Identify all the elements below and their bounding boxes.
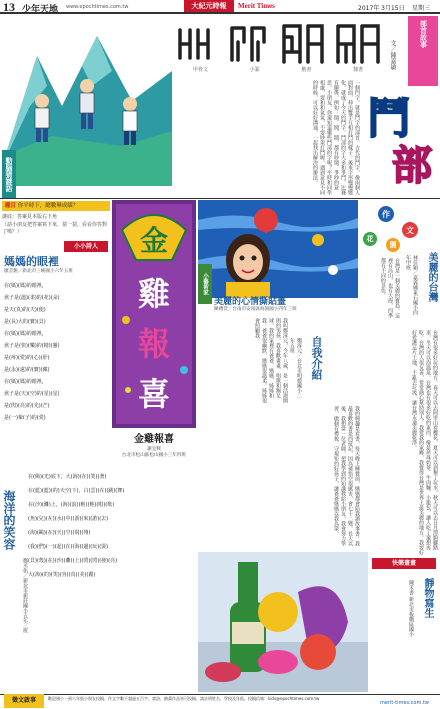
essay1-title: 美麗的台灣 xyxy=(426,252,437,302)
poem2-line: 大(海)(的)(笑)(容)(真)(美)(麗) xyxy=(28,572,96,578)
poem1-line: 是(疼)(愛)的(心)(肝) xyxy=(4,355,50,361)
column-author: 文／陳嘉敏 xyxy=(389,40,396,70)
paper-logo: 大紀元時報 xyxy=(184,0,234,12)
feature-sidebar-label: 部首故事 xyxy=(419,20,428,48)
bubble-hua: 花 xyxy=(363,232,377,246)
svg-text:雞: 雞 xyxy=(137,275,171,313)
poem2-title: 海洋的笑容 xyxy=(2,490,16,550)
svg-text:金: 金 xyxy=(139,224,169,257)
footer-divider xyxy=(0,694,440,695)
section-title: 少年天地 xyxy=(22,5,59,15)
poem2-line: (海)(鷗)(在)(天)(空)(飛)(翔) xyxy=(28,530,91,536)
artwork1-school: 台北市松山區松山國小三年四班 xyxy=(121,453,187,458)
artwork3-school: 新北市板橋區國小 xyxy=(408,596,414,637)
collage-girl-painting xyxy=(198,200,358,298)
artwork2-author: 陳禮萱／台南市安南區海佃國小四年三班 xyxy=(214,307,297,312)
page-number: 13 xyxy=(3,0,15,14)
bubble-yuan: 園 xyxy=(386,238,400,252)
artwork3-tag: 快樂畫畫 xyxy=(372,558,436,569)
essay1-author-name: 林佳穎 xyxy=(412,255,418,270)
poem1-line: 在(媽)(媽)的眼裡， xyxy=(4,379,47,385)
essay1-body-more: 台灣有很多好玩的地方。春天可以去阿里山看櫻花，夏天可以到墾丁玩水，秋天可以去日月潭騎腳踏車，冬天可以泡溫泉。台灣也有很多好吃的東西，像是珍珠奶茶、牛肉麵、小籠包，讓人吃了還想再吃。台灣的人很友善，常常熱心幫助別人。我愛我的家鄉，我覺得台灣是世界上最美麗的地方。我要好好愛護這片土地，不亂丟垃圾，讓台灣永遠美麗乾淨。 xyxy=(411,330,438,555)
poem2-line: (我)(們)(一)(起)(在)(海)(邊)(玩)(耍) xyxy=(28,544,109,550)
footer-label: 徵文啟事 xyxy=(4,694,44,708)
essay2-author-name: 鄭淳元 xyxy=(296,338,302,353)
golden-rooster-painting xyxy=(112,200,196,428)
artwork3-title: 靜物寫生 xyxy=(422,578,433,618)
artwork3-author xyxy=(394,580,414,650)
hero-divider xyxy=(0,198,440,199)
artwork-collage xyxy=(198,200,358,298)
artwork1-title: 金雞報喜 xyxy=(134,434,174,445)
artwork2-title: 美麗的心情撕貼畫 xyxy=(214,297,287,307)
quiz-label: 題目 xyxy=(5,203,17,209)
poem-tag: 小小詩人 xyxy=(64,241,108,252)
essay2-title: 自我介紹 xyxy=(310,336,323,380)
poem1-line: 在(媽)(媽)的眼裡， xyxy=(4,331,47,337)
footer-url[interactable]: merit-times.com.tw xyxy=(380,700,429,706)
poem1-title: 媽媽的眼裡 xyxy=(4,255,59,268)
essay2-body-more: 我的興趣是看書，每天晚上睡覺前，媽媽都會陪我讀故事書。我最喜歡的書是西遊記，因為孫悟空很厲害，會七十二變。長大以後，我想當一位老師，把我學到的知識教給小朋友。我會努力學習，做個有禮貌、守規矩的好孩子，讓爸爸媽媽以我為榮。 xyxy=(333,406,360,546)
glyph-row xyxy=(172,22,384,77)
poem2-line: (貝)(殼)(在)(沙)(灘)(上)(閃)(閃)(發)(亮) xyxy=(28,558,118,564)
essay1-author: 林佳穎／嘉義縣東石國小四年甲班 xyxy=(405,255,418,315)
essay2-author-school: 台北市明德國小二年五班 xyxy=(289,338,302,398)
script-label-seal: 小篆 xyxy=(249,67,260,73)
poem1-line: 是(閃)(亮)的(光)(芒) xyxy=(4,403,50,409)
still-life-painting xyxy=(198,552,368,692)
poem1-author: 廖芸甄／新北市三峽國小六年五班 xyxy=(4,269,73,274)
essay2-author: 鄭淳元／台北市明德國小二年五班 xyxy=(289,338,302,398)
riddle-side-label: 動腦猜謎語 xyxy=(2,150,16,198)
feature-sidebar xyxy=(408,16,438,86)
big-radical-title xyxy=(362,86,440,196)
essay2-body: 我叫鄭淳元，今年八歲，是一個活潑開朗的男孩。我喜歡畫畫、唱歌和踢足球。我的家裡有爸爸、媽媽、姊姊和我。爸爸很幽默，媽媽很溫柔，姊姊很會照顧我。 xyxy=(254,318,288,403)
poem1-line: 是(長)大的(寶)(貝) xyxy=(4,319,46,325)
poem1-line: 在(媽)(媽)的眼裡， xyxy=(4,283,47,289)
poem1-line: 孩子是(天)(空)的(星)(星) xyxy=(4,391,60,397)
artwork2-tag: 小藝術家 xyxy=(198,264,212,304)
essay1-author-school: 嘉義縣東石國小四年甲班 xyxy=(405,255,418,315)
svg-text:喜: 喜 xyxy=(137,375,171,413)
masthead xyxy=(0,0,440,14)
masthead-date: 2017年 3月15日 xyxy=(358,5,405,12)
paper-en: Merit Times xyxy=(238,2,275,10)
quiz-note: （請小朋友把答案寫下來，猜一猜，看看你答對了嗎？） xyxy=(2,222,108,235)
masthead-weekday: 星期三 xyxy=(412,5,431,12)
quiz-banner xyxy=(2,201,110,211)
svg-text:報: 報 xyxy=(137,325,171,363)
hero-body-text: 一個門字，就是鬥字的部首。古代的鬥字，像兩個人面對面，伸出雙手互相打鬥的樣子。後來字形慢慢變化，就成了今天的鬥字。鬥部的字大多和爭鬥、比賽有關係。例如：鬧、鬨、鬩，都有吵鬧、爭吵的意思。小朋友，你還知道哪些鬥部的字呢？平時和同學相處，要和和氣氣，不要吵架打鬥喔。遇到意見不同的時候，可以好好溝通，一起找出解決的辦法。 xyxy=(312,80,360,195)
essay1-body: 台灣是一個美麗的寶島。這裡有高山，也有大海，四季都有不同的景色。 xyxy=(380,258,400,318)
poem2-line: 在(藍)(藍)(的)天空(下)，白(雲)(在)(跳)(舞) xyxy=(28,488,125,494)
big-title-char-1: 鬥 xyxy=(368,94,411,143)
poem1-line: 是天(真)的(天)(使) xyxy=(4,307,46,313)
artwork3-artist: 陳禾書 xyxy=(408,580,414,595)
poem1-line: 是(永)(遠)的(寶)(藏) xyxy=(4,367,50,373)
script-label-regular: 楷書 xyxy=(301,67,312,73)
big-title-char-2: 部 xyxy=(392,143,432,189)
script-label-clerical: 隸書 xyxy=(353,67,364,73)
poem2-line: 在(陽)(光)底下，大(海)(在)(笑)(著) xyxy=(28,474,107,480)
artwork-golden-rooster xyxy=(112,200,196,448)
poem1-body xyxy=(4,280,110,424)
footer-text: 歡迎國小一到六年級小朋友投稿。作文字數不超過五百字。童詩、繪畫作品皆可投稿，請註明姓名、學校及年級。投稿信箱：kids@epochtimes.com.tw xyxy=(48,696,320,701)
artwork1-artist: 謝宜興 xyxy=(147,447,161,452)
bubble-wen: 文 xyxy=(402,222,418,238)
artwork1-credit xyxy=(112,446,196,458)
poem2-line: (魚)(兒)(在)(水)(中)(游)(來)(游)(去) xyxy=(28,516,109,522)
quiz-answer: 謎底：答案見本版右下角 xyxy=(2,214,58,220)
poem1-line: 孩子是(溫)(柔)的(花)(朵) xyxy=(4,295,60,301)
character-evolution-glyphs xyxy=(172,22,384,67)
poem1-line: 是(一)輩(子)的(愛) xyxy=(4,415,46,421)
masthead-url[interactable]: www.epochtimes.com.tw xyxy=(66,4,129,10)
mountain-runners-illustration xyxy=(2,16,172,186)
poem1-line: 孩子是(快)(樂)的(精)(靈) xyxy=(4,343,60,349)
poem2-body xyxy=(28,470,198,582)
poem2-author: 鄭丞佑／新北市新莊國小五年三班 xyxy=(22,558,28,633)
artwork-still-life xyxy=(198,552,368,692)
quiz-question: 你平時下，總數畢成績？ xyxy=(17,203,79,209)
script-label-oracle: 甲骨文 xyxy=(192,67,208,73)
hero-illustration xyxy=(2,16,172,186)
poem2-line: 在(沙)(灘)上，(海)(浪)(輕)(輕)(唱)(歌) xyxy=(28,502,115,508)
bubble-zuo: 作 xyxy=(378,206,394,222)
